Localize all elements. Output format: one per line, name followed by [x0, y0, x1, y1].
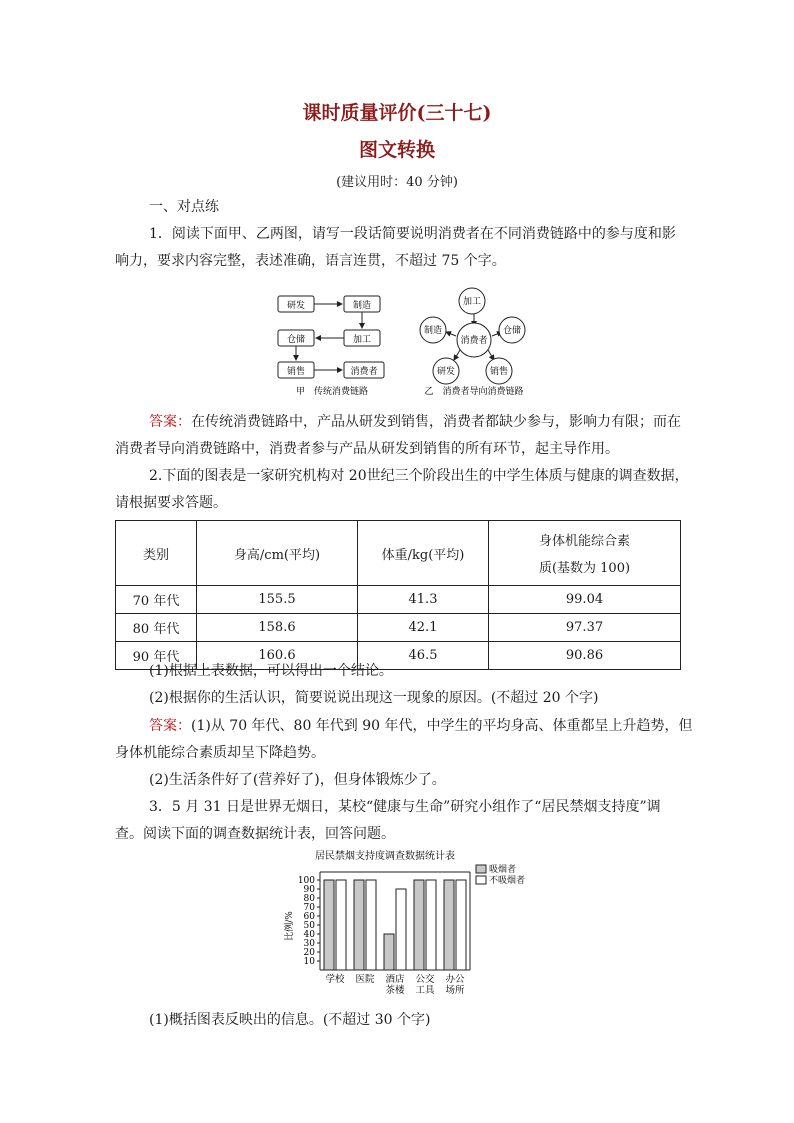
- legend-swatch: [476, 876, 486, 884]
- q3-stem-line2: 查。阅读下面的调查数据统计表，回答问题。: [115, 826, 395, 842]
- node-sales: 销售: [286, 367, 306, 377]
- cell-category: 70 年代: [116, 586, 197, 614]
- node-storage: 仓储: [502, 326, 522, 336]
- page-title: 课时质量评价(三十七): [302, 102, 492, 124]
- node-manufacture: 制造: [423, 326, 443, 336]
- q2-answer-line2: 身体机能综合素质却呈下降趋势。: [115, 745, 325, 761]
- x-tick-label: 公交: [415, 974, 435, 985]
- y-tick-label: 20: [303, 948, 315, 958]
- cell-weight: 42.1: [358, 614, 489, 642]
- x-tick-label: 茶楼: [385, 985, 405, 996]
- x-tick-label: 办公: [445, 974, 465, 985]
- cell-height: 158.6: [197, 614, 358, 642]
- x-tick-label: 工具: [415, 985, 435, 996]
- node-sales: 销售: [489, 367, 509, 377]
- q1-stem-line2: 响力，要求内容完整，表述准确，语言连贯，不超过 75 个字。: [115, 253, 506, 269]
- q2-answer-line3: (2)生活条件好了(营养好了)，但身体锻炼少了。: [149, 772, 446, 788]
- link-arrow: [488, 350, 494, 360]
- link-arrow: [446, 332, 456, 336]
- node-research: 研发: [286, 301, 306, 311]
- q2-stem-line1: 2.下面的图表是一家研究机构对 20世纪三个阶段出生的中学生体质与健康的调查数据，: [149, 468, 689, 484]
- bar-nonsmoker: [366, 880, 376, 970]
- node-manufacture: 制造: [352, 301, 372, 311]
- y-tick-label: 90: [303, 885, 315, 895]
- y-tick-label: 50: [303, 921, 315, 931]
- y-tick-label: 80: [303, 894, 315, 904]
- bar-smoker: [414, 880, 424, 970]
- q1-stem-line1: 1．阅读下面甲、乙两图，请写一段话简要说明消费者在不同消费链路中的参与度和影: [149, 226, 676, 242]
- bar-nonsmoker: [426, 880, 436, 970]
- table-row: [116, 586, 681, 614]
- link-arrow: [454, 350, 460, 360]
- diagram-consumer-chain: [410, 284, 542, 400]
- q2-answer-line1: [149, 716, 693, 736]
- page-subtitle: 图文转换: [358, 139, 435, 161]
- y-axis-label: 比例/%: [285, 911, 295, 941]
- answer-text: (1)从 70 年代、80 年代到 90 年代，中学生的平均身高、体重都呈上升趋势，但: [191, 718, 693, 734]
- q2-sub1: (1)根据上表数据，可以得出一个结论。: [149, 663, 393, 679]
- cell-fitness: 99.04: [489, 586, 681, 614]
- legend-label: 吸烟者: [489, 865, 517, 875]
- bar-nonsmoker: [336, 880, 346, 970]
- node-research: 研发: [436, 367, 456, 377]
- y-tick-label: 70: [303, 903, 315, 913]
- header-fitness-line1: 身体机能综合素: [538, 534, 630, 549]
- time-note: (建议用时：40 分钟): [336, 175, 458, 190]
- cell-fitness: 97.37: [489, 614, 681, 642]
- node-process: 加工: [462, 297, 482, 307]
- q1-answer-line1: [149, 412, 681, 432]
- legend-label: 不吸烟者: [489, 876, 526, 886]
- health-data-table: [115, 520, 681, 670]
- header-fitness: [489, 521, 681, 586]
- q2-sub2: (2)根据你的生活认识，简要说说出现这一现象的原因。(不超过 20 个字): [149, 690, 599, 706]
- cell-category: 90 年代: [116, 642, 197, 670]
- y-tick-label: 60: [303, 912, 315, 922]
- bar-smoker: [324, 880, 334, 970]
- header-weight: 体重/kg(平均): [358, 521, 489, 586]
- diagram-traditional-chain: [270, 290, 400, 400]
- answer-text: 在传统消费链路中，产品从研发到销售，消费者都缺少参与，影响力有限；而在: [191, 414, 681, 430]
- bar-smoker: [384, 934, 394, 970]
- cell-fitness: 90.86: [489, 642, 681, 670]
- y-tick-label: 100: [297, 876, 315, 886]
- y-tick-label: 10: [303, 957, 315, 967]
- center-consumer: 消费者: [460, 336, 488, 346]
- x-tick-label: 场所: [445, 985, 465, 996]
- q2-stem-line2: 请根据要求答题。: [115, 495, 227, 511]
- q3-sub1: (1)概括图表反映出的信息。(不超过 30 个字): [149, 1012, 431, 1028]
- header-height: 身高/cm(平均): [197, 521, 358, 586]
- answer-label: 答案：: [149, 414, 191, 430]
- q3-stem-line1: 3．5 月 31 日是世界无烟日，某校“健康与生命”研究小组作了“居民禁烟支持度”调: [149, 799, 661, 815]
- node-process: 加工: [352, 335, 372, 345]
- node-consumer: 消费者: [350, 367, 378, 377]
- cell-weight: 46.5: [358, 642, 489, 670]
- chart-title: 居民禁烟支持度调查数据统计表: [315, 851, 455, 862]
- y-tick-label: 40: [303, 930, 315, 940]
- cell-height: 155.5: [197, 586, 358, 614]
- header-category: 类别: [116, 521, 197, 586]
- section-label: 一、对点练: [149, 199, 219, 215]
- answer-label: 答案：: [149, 718, 191, 734]
- table-row: [116, 614, 681, 642]
- x-tick-label: 学校: [325, 974, 345, 985]
- bar-nonsmoker: [456, 880, 466, 970]
- x-tick-label: 酒店: [385, 974, 405, 985]
- cell-category: 80 年代: [116, 614, 197, 642]
- x-tick-label: 医院: [355, 974, 375, 985]
- table-header-row: [116, 521, 681, 586]
- node-storage: 仓储: [286, 335, 306, 345]
- diagram-b-caption: 乙 消费者导向消费链路: [424, 387, 524, 397]
- smoking-ban-chart: [270, 846, 560, 1004]
- cell-height: 160.6: [197, 642, 358, 670]
- diagram-a-caption: 甲 传统消费链路: [295, 387, 369, 397]
- y-tick-label: 30: [303, 939, 315, 949]
- legend-swatch: [476, 865, 486, 873]
- bar-smoker: [444, 880, 454, 970]
- header-fitness-line2: 质(基数为 100): [538, 561, 631, 576]
- bar-smoker: [354, 880, 364, 970]
- cell-weight: 41.3: [358, 586, 489, 614]
- q1-answer-line2: 消费者导向消费链路中，消费者参与产品从研发到销售的所有环节，起主导作用。: [115, 441, 619, 457]
- bar-nonsmoker: [396, 889, 406, 970]
